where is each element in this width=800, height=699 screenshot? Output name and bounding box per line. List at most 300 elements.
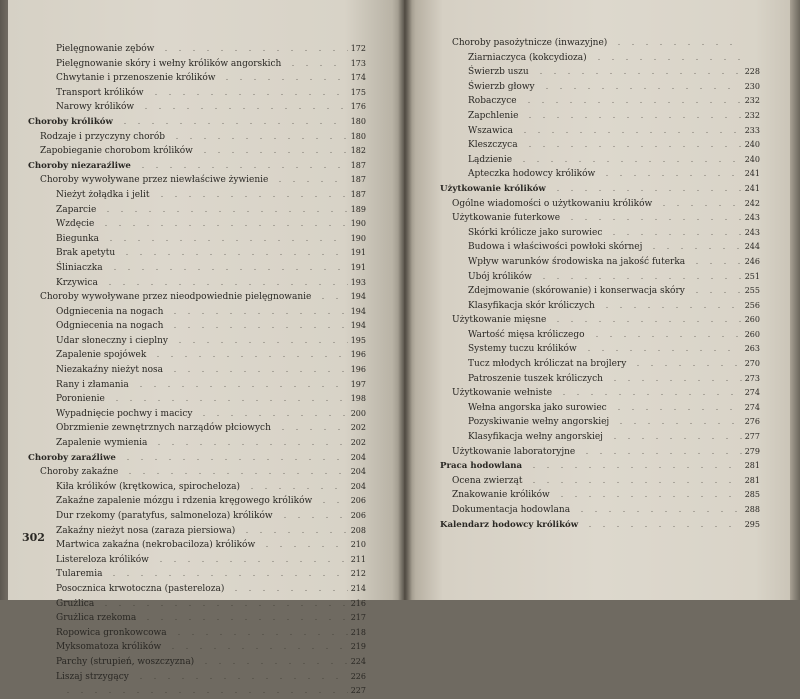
toc-entry-title: Klasyfikacja wełny angorskiej	[468, 432, 603, 443]
toc-entry-page: 212	[350, 569, 366, 579]
page-number: 302	[22, 531, 45, 544]
toc-entry-page: 242	[744, 198, 760, 208]
dot-leader	[118, 115, 348, 124]
dot-leader	[522, 94, 742, 103]
dot-leader	[690, 284, 742, 293]
toc-entry	[440, 51, 760, 66]
toc-entry-page: 281	[744, 475, 760, 485]
toc-entry-title: Zapobieganie chorobom królików	[40, 146, 193, 157]
dot-leader	[240, 524, 348, 533]
toc-entry-title: Ziarniaczyca (kokcydioza)	[468, 52, 587, 63]
dot-leader	[631, 357, 742, 366]
dot-leader	[534, 65, 742, 74]
dot-leader	[166, 640, 348, 649]
toc-entry-title: Zakaźny nieżyt nosa (zaraza piersiowa)	[56, 525, 236, 536]
toc-entry	[28, 655, 366, 670]
toc-entry	[28, 626, 366, 641]
toc-entry-page: 194	[350, 321, 366, 331]
dot-leader	[168, 305, 348, 314]
toc-entry-page: 240	[744, 140, 760, 150]
toc-entry-title: Ocena zwierząt	[452, 475, 523, 486]
toc-entry-page: 193	[350, 277, 366, 287]
dot-leader	[555, 488, 742, 497]
toc-entry	[440, 197, 760, 212]
toc-entry-title: Nieżyt żołądka i jelit	[56, 189, 150, 200]
toc-entry-title: Zaparcie	[56, 204, 97, 215]
toc-entry-page: 197	[350, 379, 366, 389]
toc-entry	[440, 94, 760, 109]
dot-leader	[590, 328, 743, 337]
toc-entry-page: 279	[744, 446, 760, 456]
toc-entry-title: Brak apetytu	[56, 248, 116, 259]
toc-entry	[28, 363, 366, 378]
toc-entry	[28, 86, 366, 101]
toc-entry	[28, 348, 366, 363]
toc-entry	[440, 445, 760, 460]
toc-entry-title: Zapalenie wymienia	[56, 438, 148, 449]
dot-leader	[276, 421, 348, 430]
toc-entry	[440, 386, 760, 401]
toc-entry-title: Choroby zakaźne	[40, 467, 119, 478]
toc-entry-page: 233	[744, 125, 760, 135]
toc-entry-page: 228	[744, 67, 760, 77]
toc-entry-title: Myksomatoza królików	[56, 642, 162, 653]
toc-entry	[440, 255, 760, 270]
dot-leader	[110, 392, 348, 401]
toc-entry-page: 180	[350, 116, 366, 126]
toc-entry-title: Parchy (strupień, woszczyzna)	[56, 656, 195, 667]
toc-entry	[440, 167, 760, 182]
toc-entry-page: 175	[350, 87, 366, 97]
dot-leader	[198, 144, 348, 153]
dot-leader	[220, 71, 348, 80]
toc-entry-title: Narowy królików	[56, 102, 135, 113]
toc-entry-page: 187	[350, 189, 366, 199]
dot-leader	[316, 290, 348, 299]
toc-entry	[28, 684, 366, 699]
toc-entry-title: Rany i złamania	[56, 379, 129, 390]
right-toc-list	[440, 36, 760, 532]
dot-leader	[197, 407, 348, 416]
dot-leader	[551, 182, 742, 191]
dot-leader	[154, 553, 348, 562]
toc-entry-page: 194	[350, 292, 366, 302]
toc-entry	[28, 436, 366, 451]
toc-entry-page: 277	[744, 432, 760, 442]
toc-entry-title: Krzywica	[56, 277, 98, 288]
toc-entry-title: Chwytanie i przenoszenie królików	[56, 73, 216, 84]
dot-leader	[136, 159, 348, 168]
toc-entry	[28, 276, 366, 291]
toc-entry	[28, 670, 366, 685]
toc-entry	[440, 503, 760, 518]
toc-entry-title: Kiła królików (krętkowica, spirocheloza)	[56, 481, 240, 492]
dot-leader	[199, 655, 348, 664]
toc-entry	[28, 480, 366, 495]
toc-entry	[28, 465, 366, 480]
toc-entry-page: 217	[350, 613, 366, 623]
toc-entry-page: 232	[744, 110, 760, 120]
toc-entry-page: 243	[744, 213, 760, 223]
dot-leader	[592, 51, 742, 60]
dot-leader	[104, 232, 348, 241]
toc-entry	[28, 173, 366, 188]
dot-leader	[527, 474, 742, 483]
toc-entry	[440, 109, 760, 124]
toc-entry-title: Dokumentacja hodowlana	[452, 505, 571, 515]
toc-entry-title: Zdejmowanie (skórowanie) i konserwacja skóry	[468, 286, 685, 297]
toc-entry-title: Wełna angorska jako surowiec	[468, 402, 607, 413]
toc-entry-title: Choroby pasożytnicze (inwazyjne)	[452, 38, 608, 48]
dot-leader	[612, 36, 742, 45]
toc-entry-page: 243	[744, 227, 760, 237]
dot-leader	[152, 436, 348, 445]
toc-entry	[440, 474, 760, 489]
dot-leader	[245, 480, 348, 489]
toc-entry	[440, 328, 760, 343]
toc-entry-page: 182	[350, 146, 366, 156]
dot-leader	[120, 246, 348, 255]
toc-entry-page: 204	[350, 481, 366, 491]
dot-leader	[123, 465, 348, 474]
dot-leader	[523, 109, 742, 118]
toc-entry-title: Apteczka hodowcy królików	[468, 169, 596, 180]
toc-entry	[28, 392, 366, 407]
toc-entry-page: 214	[350, 583, 366, 593]
dot-leader	[149, 86, 348, 95]
toc-entry	[28, 524, 366, 539]
dot-leader	[517, 153, 742, 162]
dot-leader	[273, 173, 348, 182]
toc-entry-title: Martwica zakaźna (nekrobaciloza) królików	[56, 540, 256, 551]
toc-entry-page: 206	[350, 496, 366, 506]
toc-entry	[28, 567, 366, 582]
toc-entry	[440, 284, 760, 299]
toc-entry	[28, 582, 366, 597]
toc-entry-page: 200	[350, 408, 366, 418]
dot-leader	[99, 217, 348, 226]
toc-entry-page: 189	[350, 204, 366, 214]
dot-leader	[607, 226, 742, 235]
dot-leader	[608, 430, 742, 439]
toc-entry	[28, 611, 366, 626]
toc-entry-page: 260	[744, 329, 760, 339]
dot-leader	[537, 270, 742, 279]
toc-entry-page: 246	[744, 256, 760, 266]
toc-entry-title: Dur rzekomy (paratyfus, salmoneloza) królików	[56, 511, 273, 521]
toc-entry-page: 204	[350, 452, 366, 462]
dot-leader	[608, 372, 742, 381]
toc-entry-page: 196	[350, 365, 366, 375]
dot-leader	[614, 415, 742, 424]
toc-entry	[440, 138, 760, 153]
toc-entry-title: Praca hodowlana	[440, 461, 523, 472]
toc-entry-title: Listereloza królików	[56, 554, 149, 565]
toc-entry-title: Pielęgnowanie skóry i wełny królików angorskich	[56, 58, 282, 69]
toc-entry-page: 187	[350, 160, 366, 170]
dot-leader	[172, 626, 348, 635]
dot-leader	[565, 211, 742, 220]
toc-entry	[28, 144, 366, 159]
toc-entry	[440, 80, 760, 95]
dot-leader	[557, 386, 742, 395]
toc-entry-title: Choroby wywoływane przez nieodpowiednie pielęgnowanie	[40, 292, 312, 303]
toc-entry	[28, 57, 366, 72]
toc-entry-title: Wzdęcie	[56, 219, 95, 230]
toc-entry-page: 288	[744, 505, 760, 514]
toc-entry	[28, 334, 366, 349]
toc-entry-page: 256	[744, 300, 760, 310]
toc-entry	[28, 42, 366, 57]
toc-entry-title: Tucz młodych króliczat na brojlery	[468, 359, 627, 370]
toc-section-heading	[28, 451, 366, 466]
toc-entry	[28, 246, 366, 261]
toc-section-heading	[28, 115, 366, 130]
toc-entry-page: 198	[350, 394, 366, 404]
toc-entry	[440, 430, 760, 445]
toc-entry-title: Ropowica gronkowcowa	[56, 627, 167, 638]
toc-entry-title: Lądzienie	[468, 154, 513, 165]
dot-leader	[134, 378, 348, 387]
toc-entry	[28, 305, 366, 320]
toc-entry-title: Biegunka	[56, 233, 99, 244]
toc-section-heading	[440, 459, 760, 474]
toc-entry-page: 218	[350, 627, 366, 637]
toc-entry-page: 190	[350, 219, 366, 229]
dot-leader	[141, 611, 348, 620]
toc-entry-title: Wpływ warunków środowiska na jakość futerka	[468, 256, 686, 267]
toc-entry-title: Kleszczyca	[468, 140, 518, 151]
toc-entry-title: Kalendarz hodowcy królików	[440, 519, 579, 530]
toc-entry-page: 191	[350, 262, 366, 272]
dot-leader	[134, 670, 348, 679]
toc-section-heading	[440, 182, 760, 197]
toc-entry-page: 190	[350, 233, 366, 243]
toc-entry-title: Ubój królików	[468, 271, 532, 282]
toc-entry-page: 172	[350, 44, 366, 53]
toc-entry	[28, 100, 366, 115]
toc-entry	[28, 538, 366, 553]
dot-leader	[108, 261, 348, 270]
toc-entry-page: 226	[350, 671, 366, 681]
dot-leader	[523, 138, 742, 147]
toc-entry-page: 232	[744, 96, 760, 106]
toc-entry-page: 204	[350, 467, 366, 477]
toc-entry	[28, 494, 366, 509]
toc-entry-title: Pielęgnowanie zębów	[56, 44, 155, 54]
toc-entry-page: 230	[744, 81, 760, 91]
dot-leader	[151, 348, 348, 357]
toc-entry	[440, 211, 760, 226]
toc-entry-title: Odgniecenia na nogach	[56, 306, 164, 317]
toc-entry-page: 191	[350, 248, 366, 258]
toc-entry-page: 208	[350, 525, 366, 535]
toc-entry-page: 241	[744, 183, 760, 193]
book-gutter	[398, 0, 412, 600]
toc-entry	[28, 421, 366, 436]
toc-entry-title: Transport królików	[56, 87, 144, 98]
left-toc-list	[28, 42, 366, 699]
toc-entry-title: Pozyskiwanie wełny angorskiej	[468, 417, 610, 428]
toc-entry-page: 173	[350, 58, 366, 68]
dot-leader	[101, 203, 348, 212]
toc-entry-page: 274	[744, 388, 760, 398]
toc-entry-title: Użytkowanie futerkowe	[452, 213, 561, 224]
dot-leader	[317, 494, 348, 503]
toc-entry-title: Systemy tuczu królików	[468, 344, 577, 355]
dot-leader	[168, 363, 348, 372]
dot-leader	[278, 509, 348, 518]
toc-entry	[28, 640, 366, 655]
toc-entry-title: Wszawica	[468, 125, 513, 136]
toc-entry-title: Obrzmienie zewnętrznych narządów płciowych	[56, 423, 271, 434]
toc-entry-title: Liszaj strzygący	[56, 671, 129, 682]
toc-entry-title: Choroby wywoływane przez niewłaściwe żywienie	[40, 175, 269, 186]
toc-entry-page: 206	[350, 511, 366, 520]
dot-leader	[170, 130, 348, 139]
toc-entry	[440, 357, 760, 372]
toc-entry-page: 194	[350, 306, 366, 316]
toc-entry	[440, 342, 760, 357]
dot-leader	[657, 197, 742, 206]
toc-entry	[440, 372, 760, 387]
dot-leader	[600, 167, 742, 176]
toc-entry	[28, 203, 366, 218]
page-edge	[790, 0, 800, 600]
toc-entry-page: 219	[350, 642, 366, 652]
toc-entry-title: Skórki królicze jako surowiec	[468, 227, 603, 238]
dot-leader	[61, 684, 348, 693]
toc-entry-page: 276	[744, 417, 760, 427]
toc-entry-title: Grużlica	[56, 598, 95, 609]
toc-entry-title: Robaczyce	[468, 96, 517, 107]
toc-entry-title: Śliniaczka	[56, 262, 103, 273]
dot-leader	[540, 80, 742, 89]
toc-entry	[440, 313, 760, 328]
toc-entry-page: 210	[350, 540, 366, 550]
dot-leader	[99, 597, 348, 606]
dot-leader	[527, 459, 742, 468]
toc-entry	[440, 415, 760, 430]
toc-entry-title: Zakaźne zapalenie mózgu i rdzenia kręgowego królików	[56, 496, 313, 507]
toc-entry	[28, 232, 366, 247]
toc-entry-title: Ogólne wiadomości o użytkowaniu królików	[452, 198, 653, 209]
dot-leader	[612, 401, 742, 410]
toc-entry-page: 202	[350, 423, 366, 433]
toc-entry-page: 244	[744, 242, 760, 252]
toc-entry	[28, 509, 366, 524]
toc-entry-page: 263	[744, 344, 760, 354]
toc-entry-page: 216	[350, 598, 366, 608]
toc-entry-title: Użytkowanie laboratoryjne	[452, 446, 576, 457]
toc-entry-page: 240	[744, 154, 760, 164]
toc-entry-page: 274	[744, 402, 760, 412]
toc-entry-page: 202	[350, 438, 366, 448]
toc-entry-page: 273	[744, 373, 760, 383]
toc-entry-title: Świerzb uszu	[468, 67, 529, 78]
dot-leader	[575, 503, 742, 512]
toc-entry-title: Patroszenie tuszek króliczych	[468, 373, 603, 384]
dot-leader	[103, 276, 348, 285]
toc-entry-page: 281	[744, 461, 760, 471]
toc-entry	[440, 124, 760, 139]
toc-entry-title: Użytkowanie królików	[440, 183, 546, 194]
dot-leader	[518, 124, 742, 133]
toc-entry-page: 241	[744, 169, 760, 179]
toc-entry-title: Budowa i właściwości powłoki skórnej	[468, 242, 643, 253]
toc-entry-page: 251	[744, 271, 760, 281]
toc-entry	[28, 553, 366, 568]
toc-entry-title: Choroby królików	[28, 116, 113, 127]
dot-leader	[286, 57, 348, 66]
toc-entry-title: Tularemia	[56, 569, 103, 580]
toc-entry	[440, 36, 760, 51]
dot-leader	[155, 188, 349, 197]
toc-entry-page: 196	[350, 350, 366, 360]
dot-leader	[600, 299, 742, 308]
dot-leader	[551, 313, 742, 322]
toc-entry-title: Udar słoneczny i cieplny	[56, 335, 168, 346]
toc-entry-page: 285	[744, 490, 760, 500]
dot-leader	[260, 538, 348, 547]
toc-entry-title: Użytkowanie wełniste	[452, 388, 553, 399]
toc-entry	[440, 153, 760, 168]
toc-entry	[440, 488, 760, 503]
dot-leader	[690, 255, 742, 264]
toc-entry	[28, 217, 366, 232]
dot-leader	[121, 451, 348, 460]
toc-entry	[28, 261, 366, 276]
toc-entry-title: Świerzb głowy	[468, 81, 535, 92]
dot-leader	[583, 518, 742, 527]
dot-leader	[159, 42, 348, 51]
toc-entry	[28, 378, 366, 393]
toc-entry-title: Poronienie	[56, 394, 105, 405]
toc-entry	[440, 65, 760, 80]
dot-leader	[647, 240, 742, 249]
toc-entry	[440, 401, 760, 416]
dot-leader	[580, 445, 742, 454]
toc-entry-title: Posocznica krwotoczna (pastereloza)	[56, 583, 225, 594]
toc-entry-page: 255	[744, 286, 760, 296]
toc-entry-page: 176	[350, 102, 366, 112]
toc-entry-page: 295	[744, 519, 760, 529]
toc-section-heading	[28, 159, 366, 174]
toc-entry	[440, 270, 760, 285]
toc-section-heading	[440, 518, 760, 533]
toc-entry-title: Niezakaźny nieżyt nosa	[56, 365, 163, 376]
toc-entry-page: 174	[350, 73, 366, 83]
toc-entry-page: 211	[350, 554, 366, 564]
toc-entry-title: Użytkowanie mięsne	[452, 315, 547, 326]
toc-entry	[28, 188, 366, 203]
toc-entry-title: Rodzaje i przyczyny chorób	[40, 131, 166, 142]
toc-entry-title: Wartość mięsa króliczego	[468, 329, 585, 340]
dot-leader	[107, 567, 348, 576]
toc-entry	[28, 597, 366, 612]
toc-entry-title: Grużlica rzekoma	[56, 613, 137, 624]
toc-entry	[28, 71, 366, 86]
dot-leader	[173, 334, 348, 343]
toc-entry	[440, 240, 760, 255]
toc-entry-title: Klasyfikacja skór króliczych	[468, 300, 595, 311]
toc-entry-page: 227	[350, 686, 366, 696]
toc-entry-page: 187	[350, 175, 366, 185]
dot-leader	[139, 100, 348, 109]
toc-entry-title: Choroby niezaraźliwe	[28, 160, 131, 171]
toc-entry-page: 270	[744, 359, 760, 369]
toc-entry-page: 195	[350, 335, 366, 345]
